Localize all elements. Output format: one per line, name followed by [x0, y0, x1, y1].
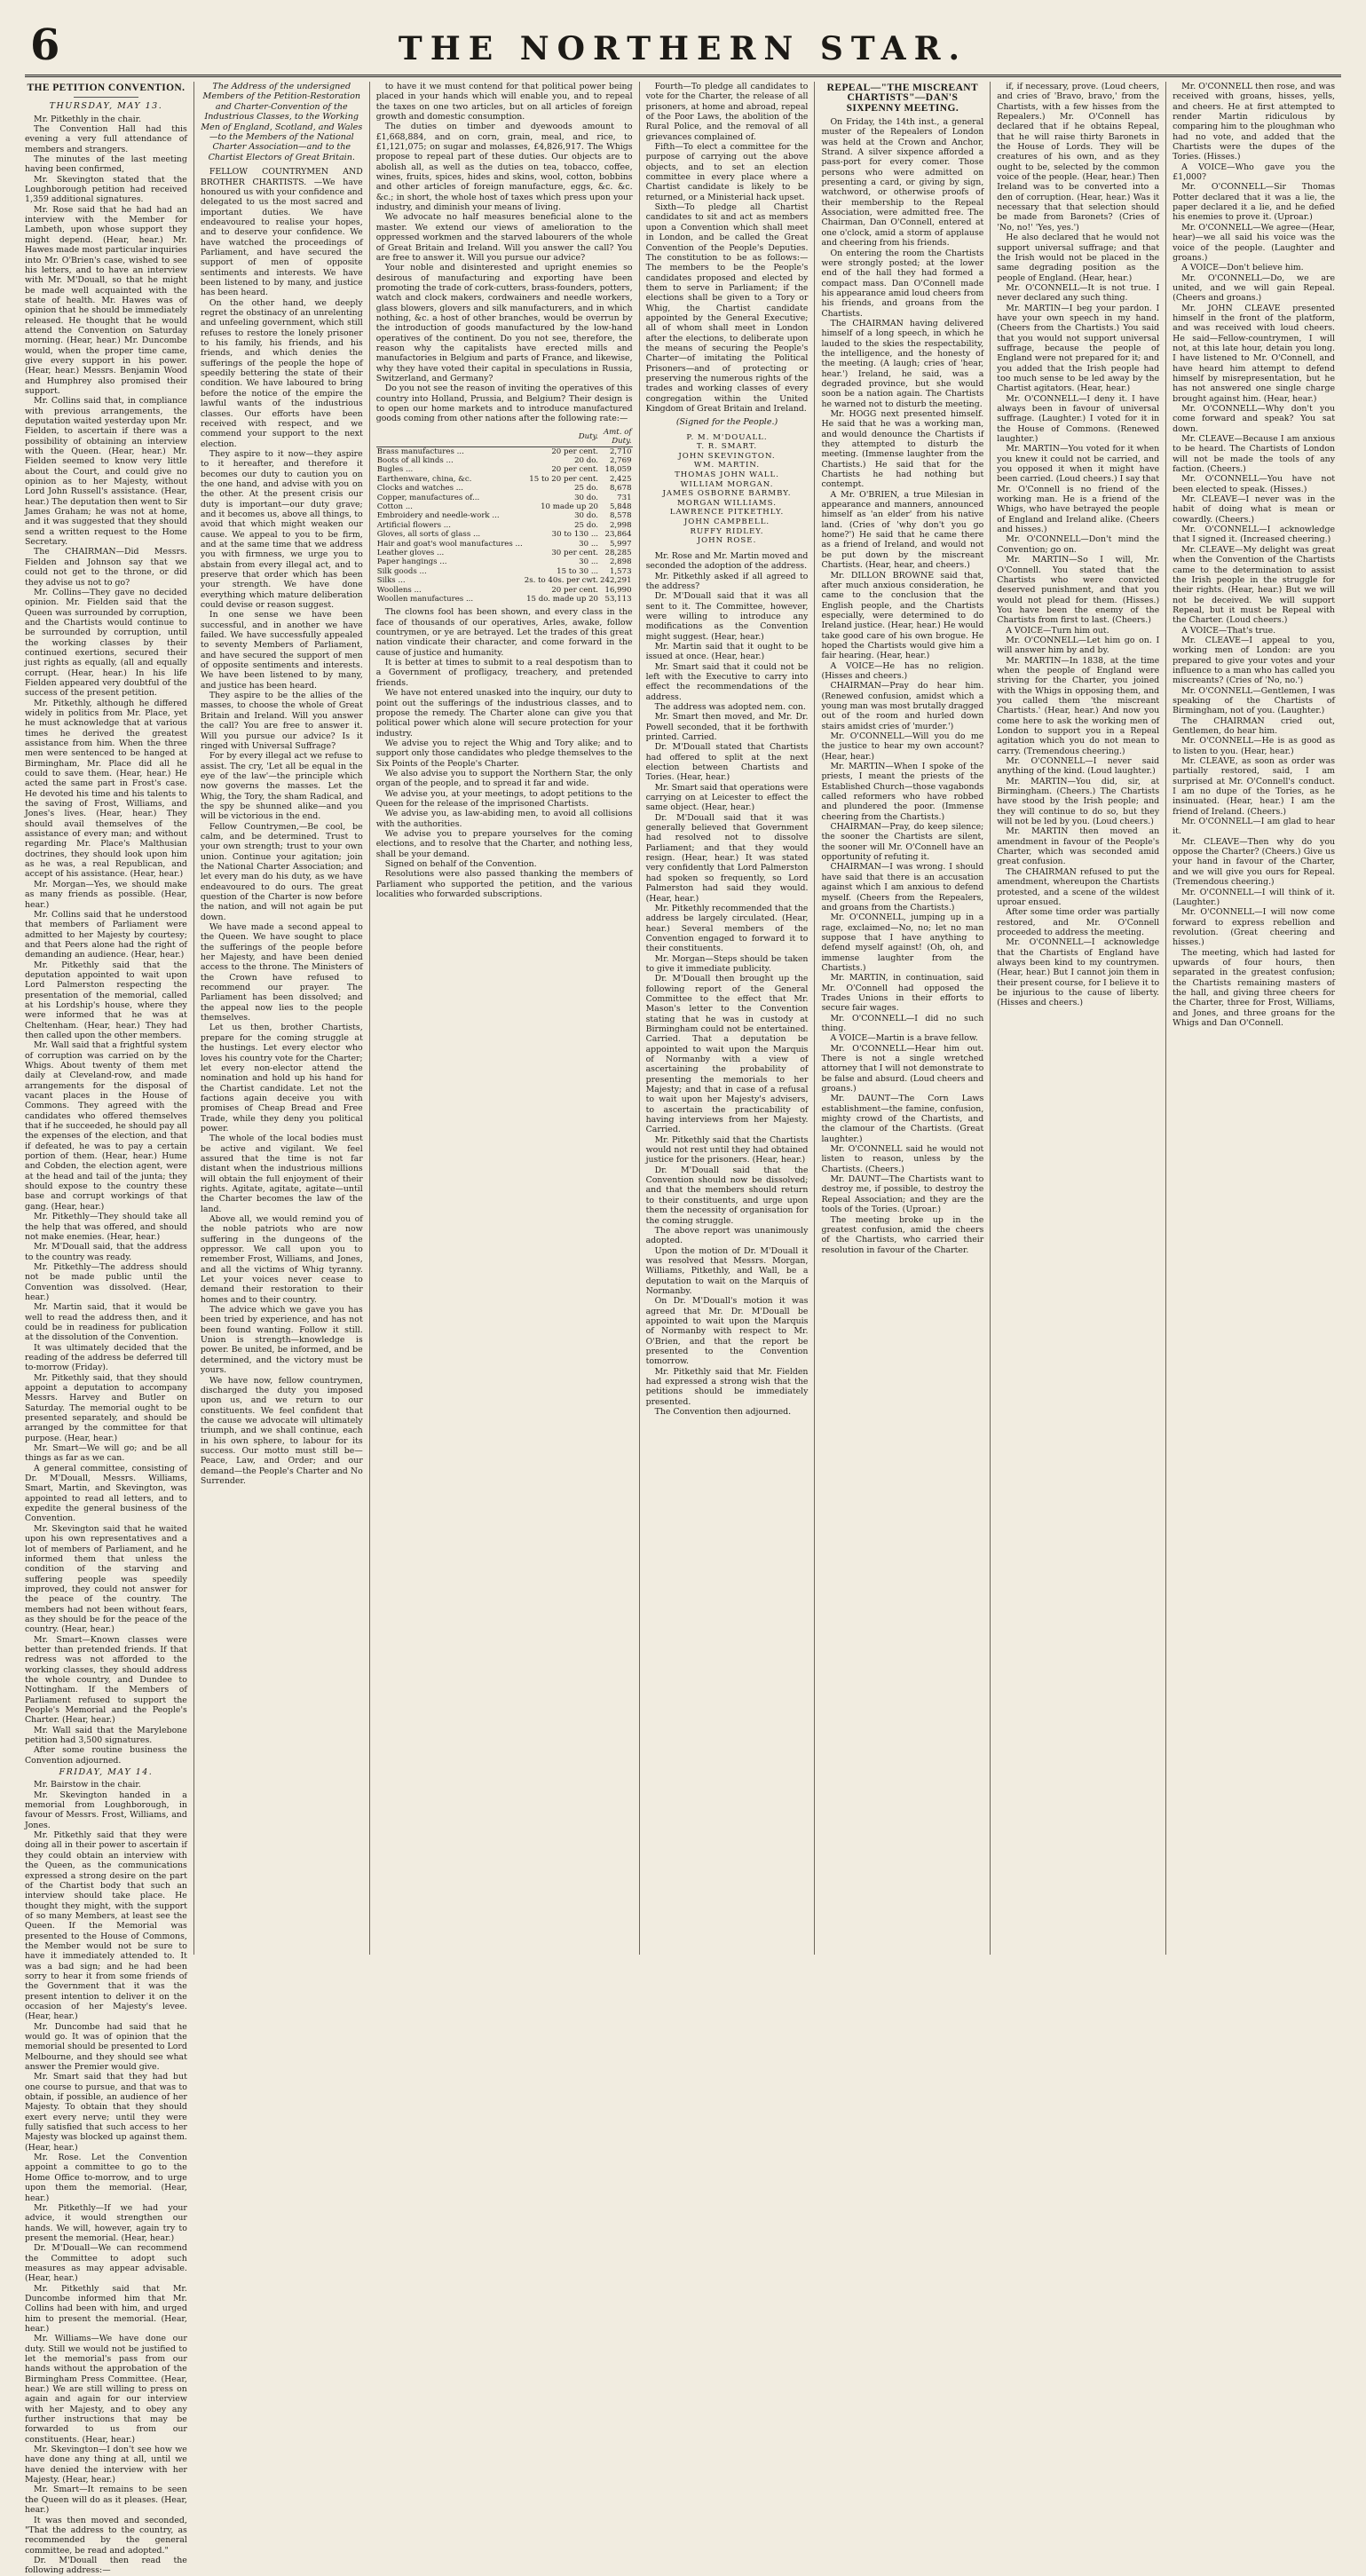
table-row: [376, 530, 633, 539]
paragraph: Mr. Skevington said that he waited upon his own representatives and a lot of members of Parliament, and he informed them that unless the condition of the starving and suffering people was speedily improved, they could not answer for the peace of the country. The members had not been without fears, as they should be for the peace of the country. (Hear, hear.): [25, 1523, 187, 1635]
table-cell: Leather gloves ...: [376, 548, 445, 557]
paragraph: We have made a second appeal to the Queen. We have sought to place the sufferings of the people before her Majesty, and have been denied access to the throne. The Ministers of the Crown have refused to recommend our prayer. The Parliament has been dissolved; and the appeal now lies to the people themselves.: [200, 922, 363, 1023]
paragraph: FELLOW COUNTRYMEN AND BROTHER CHARTISTS. —We have honoured us with your confidence and delegated to us the most sacred and important duties. We have endeavoured to realise your hopes, and to deserve your confidence. We have watched the proceedings of Parliament, and have secured the support of men of opposite sentiments and interests. We have been listened to by many, and justice has been heard.: [200, 167, 363, 298]
paragraph: Mr. O'CONNELL—I am glad to hear it.: [1173, 817, 1336, 837]
paragraph: The address was adopted nem. con.: [654, 701, 806, 712]
paragraph: Mr. Pitkethly said, that they should appoint a deputation to accompany Messrs. Harvey and Butler on Saturday. The memorial ought to be presented separately, and should be arranged by the committee for that purpose. (Hear, hear.): [25, 1372, 187, 1443]
paragraph: A VOICE—Martin is a brave fellow.: [830, 1033, 978, 1044]
paragraph: A Mr. O'BRIEN, a true Milesian in appearance and manners, announced himself as 'an elder' from his native land. (Cries of 'why don't you go home?') He said that he came there as a friend of Ireland, and would not be put down by the miscreant Chartists. (Hear, hear, and cheers.): [821, 489, 984, 571]
newspaper-columns: [25, 82, 1341, 2576]
signature: JOHN SKEVINGTON.: [678, 451, 776, 461]
table-cell: Woollens ...: [376, 585, 422, 595]
paragraph: Mr. MARTIN then moved an amendment in favour of the People's Charter, which was seconded amid great confusion.: [997, 826, 1160, 867]
table-cell: Gloves, all sorts of glass ...: [376, 530, 481, 540]
table-row: [376, 540, 633, 549]
paragraph: Mr. O'CONNELL—We agree—(Hear, hear)—we all said his voice was the voice of the people. (Laughter and groans.): [1173, 222, 1336, 263]
table-row: [376, 502, 633, 511]
table-cell: 5,848: [609, 502, 632, 511]
paragraph: Mr. Rose said that he had had an interview with the Member for Lambeth, upon whose support they might depend. (Hear, hear.) Mr. Hawes made most particular inquiries into Mr. O'Brien's case, wished to see his letters, and to have an interview with Mr. M'Douall, so that he might be made well acquainted with the state of health. Mr. Hawes was of opinion that he should be immediately released. He thought that he would attend the Convention on Saturday morning. (Hear, hear.) Mr. Duncombe would, when the proper time came, give every support in his power. (Hear, hear.) Messrs. Benjamin Wood and Humphrey also promised their support.: [25, 204, 187, 396]
signature-list: [646, 433, 809, 546]
paragraph: Mr. O'CONNELL—He is as good as to listen to you. (Hear, hear.): [1173, 736, 1336, 756]
paragraph: After some routine business the Convention adjourned.: [25, 1745, 187, 1766]
table-row: [376, 475, 633, 484]
table-cell: Brass manufactures ...: [376, 446, 464, 456]
table-row: [376, 567, 633, 576]
paragraph: Mr. DILLON BROWNE said that, after much anxious consideration, he came to the conclusion that the English people, and the Chartists especially, were determined to do Ireland justice. (Hear, hear.) He would take good care of his own brogue. He hoped the Chartists would give him a fair hearing. (Hear, hear.): [821, 570, 984, 661]
paragraph: Mr. O'CONNELL—I never said anything of the kind. (Loud laughter.): [997, 756, 1160, 777]
paragraph: For by every illegal act we refuse to assist. The cry, 'Let all be equal in the eye of the law'—the principle which now governs the masses. Let the Whig, the Tory, the sham Radical, and the spy be shunned alike—and you will be victorious in the end.: [200, 751, 363, 822]
table-row: [376, 484, 633, 493]
paragraph: Resolutions were also passed thanking the members of Parliament who supported the petition, and the various localities who forwarded subscriptions.: [375, 869, 633, 900]
paragraph: Mr. O'CONNELL—Gentlemen, I was speaking of the Chartists of Birmingham, not of you. (Laughter.): [1173, 685, 1336, 716]
table-row: [376, 521, 633, 530]
paragraph: On Dr. M'Douall's motion it was agreed that Mr. Dr. M'Douall be appointed to wait upon the Marquis of Normanby with respect to Mr. O'Brien, and that the report be presented to the Convention tomorrow.: [645, 1296, 809, 1367]
paragraph: Mr. Wall said that a frightful system of corruption was carried on by the Whigs. About twenty of them met daily at Cleveland-row, and made arrangements for the disposal of vacant places in the House of Commons. They agreed with the candidates who offered themselves that if he succeeded, he should pay all the expenses of the election, and that if defeated, he was to pay a certain portion of them. (Hear, hear.) Hume and Cobden, the election agent, were at the head and tail of the junta; they should expose to the country these base and corrupt workings of that gang. (Hear, hear.): [25, 1040, 187, 1212]
newspaper-title: THE NORTHERN STAR.: [398, 30, 968, 67]
paragraph: CHAIRMAN—I was wrong. I should have said that there is an accusation against which I am anxious to defend myself. (Cheers from the Repealers, and groans from the Chartists.): [821, 862, 984, 913]
paragraph: A VOICE—Don't believe him.: [1181, 263, 1304, 273]
paragraph: Mr. MARTIN—You voted for it when you knew it could not be carried, and you opposed it when it might have been carried. (Loud cheers.) I say that Mr. O'Connell is no friend of the working man. He is a friend of the Whigs, who have betrayed the people of England and Ireland alike. (Cheers and hisses.): [997, 444, 1160, 535]
paragraph: Mr. Wall said that the Marylebone petition had 3,500 signatures.: [25, 1725, 187, 1746]
paragraph: It was ultimately decided that the reading of the address be deferred till to-morrow (Friday).: [25, 1342, 187, 1373]
paragraph: Mr. CLEAVE—Because I am anxious to be heard. The Chartists of London will not be made the tools of any faction. (Cheers.): [1173, 434, 1336, 475]
paragraph: Mr. Skevington handed in a memorial from Loughborough, in favour of Messrs. Frost, Williams, and Jones.: [25, 1790, 187, 1830]
table-cell: 30 do.: [574, 511, 599, 521]
column-7: [1165, 82, 1341, 1955]
address-title: The Address of the undersigned Members of the Petition-Restoration and Charter-Convention of the Industrious Classes, to the Working Men of England, Scotland, and Wales—to the Members of the National Charter Association—and to the Chartist Electors of Great Britain.: [201, 82, 363, 162]
table-cell: 15 do. made up 20: [526, 595, 599, 604]
table-cell: 16,990: [604, 585, 632, 595]
paragraph: Mr. O'CONNELL—I did no such thing.: [821, 1013, 984, 1033]
paragraph: Dr. M'Douall then read the following address:—: [25, 2555, 187, 2576]
paragraph: Mr. Skevington stated that the Loughborough petition had received 1,359 additional signatures.: [25, 174, 187, 205]
paragraph: Mr. Smart said that it could not be left with the Executive to carry into effect the recommendations of the address.: [645, 661, 809, 702]
column-5: [814, 82, 990, 1955]
paragraph: to have it we must contend for that political power being placed in your hands which will enable you, and to repeal the taxes on one two articles, but on all articles of foreign growth and domestic consumption.: [375, 82, 633, 122]
table-row: [376, 586, 633, 595]
table-cell: 5,997: [609, 539, 632, 549]
paragraph: A VOICE—Turn him out.: [1006, 625, 1109, 636]
table-cell: Silks ...: [376, 576, 406, 586]
paragraph: Mr. CLEAVE—My delight was great when the Convention of the Chartists came to the determination to assist the Irish people in the struggle for their rights. (Hear, hear.) But we will not be deceived. We will support Repeal, but it must be Repeal with the Charter. (Loud cheers.): [1173, 544, 1336, 626]
paragraph: We advocate no half measures beneficial alone to the master. We extend our views of amelioration to the oppressed workmen and the starved labourers of the whole of Great Britain and Ireland. Will you answer the call? You are free to answer it. Will you pursue our advice?: [375, 212, 633, 263]
paragraph: On entering the room the Chartists were strongly posted; at the lower end of the hall they had formed a compact mass. Dan O'Connell made his appearance amid loud cheers from his friends, and groans from the Chartists.: [821, 248, 984, 319]
signature: T. R. SMART.: [696, 442, 758, 452]
paragraph: On Friday, the 14th inst., a general muster of the Repealers of London was held at the Crown and Anchor, Strand. A silver sixpence afforded a pass-port for every comer. Those persons who were admitted on presenting a card, or giving by sign, watchword, or otherwise proofs of their membership to the Repeal Association, were admitted free. The Chairman, Dan O'Connell, entered at one o'clock, amid a storm of applause and cheering from his friends.: [821, 117, 984, 249]
column-1: [25, 82, 193, 2576]
signature: THOMAS JOHN WALL.: [675, 470, 779, 480]
column-3: [369, 82, 639, 1955]
table-cell: 30 ...: [579, 539, 599, 549]
paragraph: Mr. Pitkethly recommended that the address be largely circulated. (Hear, hear.) Several members of the Convention engaged to forward it to their constituents.: [645, 903, 809, 954]
paragraph: The advice which we gave you has been tried by experience, and has not been found wanting. Follow it still. Union is strength—knowledge is power. Be united, be informed, and be determined, and the victory must be yours.: [200, 1305, 363, 1376]
table-cell: 28,285: [604, 548, 632, 557]
table-row: [376, 494, 633, 502]
table-cell: Silk goods ...: [376, 566, 427, 576]
paragraph: Mr. Pitkethly—The address should not be made public until the Convention was dissolved. (Hear, hear.): [25, 1261, 187, 1302]
table-cell: 1,573: [609, 566, 632, 576]
paragraph: Do you not see the reason of inviting the operatives of this country into Holland, Prussia, and Belgium? Their design is to open our home markets and to introduce manufactured goods coming from other nations after the following rate:—: [375, 383, 633, 424]
table-cell: Embroidery and needle-work ...: [376, 511, 500, 521]
paragraph: Mr. O'CONNELL—I acknowledge that the Chartists of England have always been kind to my countrymen. (Hear, hear.) But I cannot join them in their present course, for I believe it to be injurious to the cause of liberty. (Hisses and cheers.): [997, 937, 1160, 1008]
table-cell: Woollen manufactures ...: [376, 595, 474, 604]
signature: JOHN ROSE.: [697, 536, 757, 546]
paragraph: Mr. O'CONNELL, jumping up in a rage, exclaimed—No, no; let no man suppose that I have anything to defend myself against! (Oh, oh, and immense laughter from the Chartists.): [821, 913, 984, 973]
date-heading: FRIDAY, MAY 14.: [59, 1767, 154, 1778]
paragraph: Dr. M'Douall then brought up the following report of the General Committee to the effect that Mr. Mason's letter to the Convention stating that he was in custody at Birmingham could not be entertained. Carried. That a deputation be appointed to wait upon the Marquis of Normanby with a view of ascertaining the probability of presenting the memorials to her Majesty; and that in case of a refusal to wait upon her Majesty's advisers, to ascertain the practicability of having interviews from her Majesty. Carried.: [645, 974, 809, 1135]
paragraph: if, if necessary, prove. (Loud cheers, and cries of 'Bravo, bravo,' from the Chartists, with a few hisses from the Repealers.) Mr. O'Connell has declared that if he obtains Repeal, that he will raise thirty Baronets in the House of Lords. They will be creatures of his own, and as they ought to be, selected by the common voice of the people. (Hear, hear.) Then Ireland was to be converted into a den of corruption. (Hear, hear.) Was it necessary that that selection should be made from Baronets? (Cries of 'No, no!' 'Yes, yes.'): [997, 82, 1160, 233]
paragraph: Mr. O'CONNELL—I deny it. I have always been in favour of universal suffrage. (Laughter.) I voted for it in the House of Commons. (Renewed laughter.): [997, 393, 1160, 445]
table-cell: 731: [617, 493, 632, 502]
paragraph: Fellow Countrymen,—Be cool, be calm, and be determined. Trust to your own strength; trust to your own union. Continue your agitation; join the National Charter Association; and let every man do his duty, as we have endeavoured to do ours. The great question of the Charter is now before the nation, and will not again be put down.: [200, 821, 363, 922]
table-cell: 20 do.: [574, 455, 599, 465]
table-cell: 20 per cent.: [551, 465, 599, 475]
paragraph: Mr. O'CONNELL then rose, and was received with groans, hisses, yells, and cheers. He at first attempted to render Martin ridiculous by comparing him to the ploughman who had no vote, and added that the Chartists were the dupes of the Tories. (Hisses.): [1173, 82, 1336, 162]
paragraph: Mr. MARTIN—In 1838, at the time when the people of England were striving for the Charter, you joined with the Whigs in opposing them, and you called them 'the miscreant Chartists.' (Hear, hear.) And now you come here to ask the working men of London to support you in a Repeal agitation which you do not mean to carry. (Tremendous cheering.): [997, 655, 1160, 756]
paragraph: Mr. O'CONNELL—I will now come forward to express rebellion and revolution. (Great cheering and hisses.): [1173, 907, 1336, 948]
table-row: [376, 549, 633, 557]
signature: WM. MARTIN.: [693, 461, 761, 470]
article-heading-repeal: REPEAL—"THE MISCREANT CHARTISTS"—DAN'S SIXPENNY MEETING.: [826, 83, 979, 114]
paragraph: Dr. M'Douall said that the Convention should now be dissolved; and that the members should return to their constituents, and urge upon them the necessity of organisation for the coming struggle.: [645, 1165, 809, 1226]
page-number: 6: [30, 20, 60, 70]
table-header-cell: Amt. of Duty.: [599, 428, 633, 446]
paragraph: In one sense we have been successful, and in another we have failed. We have successfully appealed to seventy Members of Parliament, and have secured the support of men of opposite sentiments and interests. We have been listened to by many, and justice has been heard.: [200, 610, 363, 691]
paragraph: Mr. Pitkethly—If we had your advice, it would strengthen our hands. We will, however, again try to present the memorial. (Hear, hear.): [25, 2202, 187, 2243]
paragraph: Mr. Williams—We have done our duty. Still we would not be justified to let the memorial's pass from our hands without the approbation of the Birmingham Press Committee. (Hear, hear.) We are still willing to press on again and again for our interview with her Majesty, and to obey any further instructions that may be forwarded to us from our constituents. (Hear, hear.): [25, 2334, 187, 2445]
paragraph: Mr. MARTIN—I beg your pardon. I have your own speech in my hand. (Cheers from the Chartists.) You said that you would not support universal suffrage, because the people of England were not prepared for it; and you added that the Irish people had too much sense to be led away by the Chartist agitators. (Hear, hear.): [997, 303, 1160, 394]
table-cell: 23,864: [604, 530, 632, 540]
signature: P. M. M'DOUALL.: [686, 432, 768, 442]
table-cell: 30 to 130 ...: [551, 530, 599, 540]
article-heading-petition-convention: THE PETITION CONVENTION.: [27, 83, 186, 93]
paragraph: Your noble and disinterested and upright enemies so desirous of manufacturing and exporting have been promoting the trade of cork-cutters, brass-founders, potters, watch and clock makers, cordwainers and needle workers, glass blowers, glovers and silk manufacturers, and in which nothing, &c. a host of other branches, would be overrun by the introduction of goods manufactured by the low-hand operatives of the continent. Do you not see, therefore, the reason why the capitalists have erected mills and manufactories in Belgium and parts of France, and likewise, why they have voted their capital in speculations in Russia, Switzerland, and Germany?: [375, 263, 633, 383]
paragraph: The duties on timber and dyewoods amount to £1,668,884, and on corn, grain, meal, and rice, to £1,121,075; on sugar and molasses, £4,826,917. The Whigs propose to repeal part of these duties. Our objects are to abolish all, as well as the duties on tea, tobacco, coffee, wines, fruits, spices, hides and skins, wool, cotton, bobbins and other articles of foreign manufacture, eggs, &c. &c. &c.; in short, the whole host of taxes which press upon your industry, and diminish your means of living.: [375, 122, 633, 213]
paragraph: We advise you to reject the Whig and Tory alike; and to support only those candidates who pledge themselves to the Six Points of the People's Charter.: [375, 738, 633, 769]
paragraph: A VOICE—He has no religion. (Hisses and cheers.): [821, 660, 984, 681]
paragraph: Mr. O'CONNELL—Sir Thomas Potter declared that it was a lie, the paper declared it a lie, and he defied his enemies to prove it. (Uproar.): [1173, 182, 1336, 223]
table-cell: Hair and goat's wool manufactures ...: [376, 539, 523, 549]
paragraph: They aspire to be the allies of the masses, to choose the whole of Great Britain and Ireland. Will you answer the call? You are free to answer it. Will you pursue our advice? Is it ringed with Universal Suffrage?: [200, 691, 363, 751]
table-cell: 10 made up 20: [541, 502, 599, 511]
table-cell: Paper hangings ...: [376, 557, 447, 567]
paragraph: Mr. DAUNT—The Corn Laws establishment—the famine, confusion, mighty crowd of the Chartists, and the clamour of the Chartists. (Great laughter.): [821, 1094, 984, 1144]
paragraph: Mr. Rose and Mr. Martin moved and seconded the adoption of the address.: [645, 550, 809, 572]
paragraph: Mr. Bairstow in the chair.: [34, 1780, 141, 1790]
paragraph: The Convention then adjourned.: [654, 1407, 792, 1418]
paragraph: Mr. Pitkethly in the chair.: [34, 114, 142, 124]
table-cell: 18,059: [604, 465, 632, 475]
paragraph: On the other hand, we deeply regret the obstinacy of an unrelenting and unfeeling government, which still refuses to restore the lonely prisoner to his family, his friends, and his friends, and which denies the sufferings of the people the hope of speedily bettering the state of their condition. We have laboured to bring before the notice of the empire the lawful wants of the industrious classes. Our efforts have been received with respect, and we commend your support to the next election.: [200, 297, 363, 449]
paragraph: Mr. CLEAVE, as soon as order was partially restored, said, I am surprised at Mr. O'Connell's conduct. I am no dupe of the Tories, as he insinuated. (Hear, hear.) I am the friend of Ireland. (Cheers.): [1173, 756, 1336, 817]
paragraph: Mr. Pitkethly—They should take all the help that was offered, and should not make enemies. (Hear, hear.): [25, 1212, 187, 1242]
paragraph: Mr. Duncombe had said that he would go. It was of opinion that the memorial should be presented to Lord Melbourne, and they should see what answer the Premier would give.: [25, 2021, 187, 2073]
paragraph: A VOICE—That's true.: [1181, 625, 1276, 636]
table-cell: 25 do.: [574, 484, 599, 494]
table-cell: Bugles ...: [376, 465, 414, 475]
paragraph: Dr. M'Douall—We can recommend the Committee to adopt such measures as may appear advisable. (Hear, hear.): [25, 2243, 187, 2284]
paragraph: Mr. JOHN CLEAVE presented himself in the front of the platform, and was received with loud cheers. He said—Fellow-countrymen, I will not, at this late hour, detain you long. I have listened to Mr. O'Connell, and have heard him attempt to defend himself by misrepresentation, but he has not answered one single charge brought against him. (Hear, hear.): [1173, 303, 1336, 404]
table-row: [376, 465, 633, 474]
paragraph: Mr. O'CONNELL—Will you do me the justice to hear my own account? (Hear, hear.): [821, 731, 984, 762]
signature: JAMES OSBORNE BARMBY.: [662, 489, 792, 499]
paragraph: Mr. O'CONNELL—Do, we are united, and we will gain Repeal. (Cheers and groans.): [1173, 273, 1336, 304]
paragraph: The whole of the local bodies must be active and vigilant. We feel assured that the time is not far distant when the industrious millions will obtain the full enjoyment of their rights. Agitate, agitate, agitate—until the Charter becomes the law of the land.: [200, 1134, 363, 1214]
paragraph: Mr. O'CONNELL—Don't mind the Convention; go on.: [997, 534, 1160, 555]
table-header-cell: Duty.: [524, 428, 599, 446]
paragraph: Mr. Smart—It remains to be seen the Queen will do as it pleases. (Hear, hear.): [25, 2485, 187, 2516]
paragraph: Mr. MARTIN—When I spoke of the priests, I meant the priests of the Established Church—those vagabonds called reformers who have robbed and plundered the poor. (Immense cheering from the Chartists.): [821, 762, 984, 822]
table-row: [376, 456, 633, 465]
paragraph: Mr. Collins—They gave no decided opinion. Mr. Fielden said that the Queen was surrounded by corruption, and the Chartists would continue to be surrounded by corruption, until the working classes by their continued exertions, secured their just rights as equally, (all and equally corrupt. (Hear, hear.) In his life Fielden appeared very doubtful of the success of the present petition.: [25, 587, 187, 699]
paragraph: The CHAIRMAN cried out, Gentlemen, do hear him.: [1173, 715, 1336, 736]
paragraph: Above all, we would remind you of the noble patriots who are now suffering in the dungeons of the oppressor. We call upon you to remember Frost, Williams, and Jones, and all the victims of Whig tyranny. Let your voices never cease to demand their restoration to their homes and to their country.: [200, 1214, 363, 1305]
paragraph: They aspire to it now—they aspire to it hereafter, and therefore it becomes our duty to caution you on the one hand, and advise with you on the other. At the present crisis our duty is important—our duty grave; and it becomes us, above all things, to avoid that which might weaken our cause. We appeal to you to be firm, and at the same time that we address you with firmness, we urge you to abstain from every illegal act, and to preserve that order which has been your strength. We have done everything which mature deliberation could devise or reason suggest.: [200, 448, 363, 611]
paragraph: Signed on behalf of the Convention.: [384, 859, 537, 869]
paragraph: We have not entered unasked into the inquiry, our duty to point out the sufferings of the industrious classes, and to propose the remedy. The Charter alone can give you that political power which alone will secure protection for your industry.: [375, 688, 633, 739]
table-cell: Copper, manufactures of...: [376, 493, 480, 502]
paragraph: Mr. Pitkethly said that they were doing all in their power to ascertain if they could obtain an interview with the Queen, as the communications expressed a strong desire on the part of the Chartist body that such an interview should take place. He thought they might, with the support of so many Members, at least see the Queen. If the Memorial was presented to the House of Commons, the Member would not be sure to have it immediately attended to. It was a bad sign; and he had been sorry to hear it from some friends of the Government that it was the present intention to deliver it on the occasion of her Majesty's levee. (Hear, hear.): [25, 1830, 187, 2022]
table-cell: 2,769: [609, 455, 632, 465]
paragraph: A VOICE—Who gave you the £1,000?: [1173, 162, 1336, 183]
paragraph: The Convention Hall had this evening a very full attendance of members and strangers.: [25, 124, 187, 154]
table-cell: Boots of all kinds ...: [376, 455, 454, 465]
paragraph: Mr. Pitkethly asked if all agreed to the address?: [645, 571, 809, 591]
paragraph: Mr. Pitkethly said that Mr. Duncombe informed him that Mr. Collins had been with him, and urged him to present the memorial. (Hear, hear.): [25, 2283, 187, 2334]
table-cell: 2s. to 40s. per cwt.: [524, 576, 599, 586]
paragraph: The clowns fool has been shown, and every class in the face of thousands of our operatives, Arles, awake, follow countrymen, or ye are betrayed. Let the trades of this great nation vindicate their character, and come forward in the cause of justice and humanity.: [375, 607, 633, 658]
table-row: [376, 576, 633, 585]
paragraph: Mr. O'CONNELL—It is not true. I never declared any such thing.: [997, 282, 1160, 304]
table-cell: 20 per cent.: [551, 585, 599, 595]
paragraph: Dr. M'Douall said that it was generally believed that Government had resolved not to dissolve Parliament; and that they would resign. (Hear, hear.) It was stated very confidently that Lord Palmerston had spoken so frequently, so Lord Palmerston had said they would. (Hear, hear.): [645, 812, 809, 904]
signature: MORGAN WILLIAMS.: [677, 498, 777, 508]
masthead: [25, 16, 1341, 77]
table-header-cell: [376, 428, 524, 446]
paragraph: Fifth—To elect a committee for the purpose of carrying out the above objects, and to set an election committee in every place where a Chartist candidate is likely to be returned, or a Ministerial hack upset.: [645, 142, 809, 202]
paragraph: Dr. M'Douall said that it was all sent to it. The Committee, however, were willing to introduce any modifications as the Convention might suggest. (Hear, hear.): [645, 591, 809, 642]
paragraph: Mr. MARTIN—So I will, Mr. O'Connell. You stated that the Chartists who were convicted deserved punishment, and that you would not plead for them. (Hisses.) You have been the enemy of the Chartists from first to last. (Cheers.): [997, 555, 1160, 626]
paragraph: The meeting broke up in the greatest confusion, amid the cheers of the Chartists, who carried their resolution in favour of the Charter.: [821, 1214, 984, 1255]
paragraph: Mr. Rose. Let the Convention appoint a committee to go to the Home Office to-morrow, and to urge upon them the memorial. (Hear, hear.): [25, 2153, 187, 2203]
paragraph: Mr. M'Douall said, that the address to the country was ready.: [25, 1242, 187, 1262]
paragraph: Mr. MARTIN, in continuation, said Mr. O'Connell had opposed the Trades Unions in their efforts to secure fair wages.: [821, 973, 984, 1014]
table-cell: 30 do.: [574, 493, 599, 502]
column-2: [193, 82, 369, 1955]
table-cell: 8,578: [609, 511, 632, 521]
paragraph: The CHAIRMAN having delivered himself of a long speech, in which he lauded to the skies the respectability, the intelligence, and the honesty of the meeting. (A laugh; cries of 'hear, hear.') Ireland, he said, was a degraded province, but she would soon be a nation again. The Chartists he warned not to disturb the meeting.: [821, 318, 984, 409]
paragraph: Mr. Skevington—I don't see how we have done any thing at all, until we have denied the interview with her Majesty. (Hear, hear.): [25, 2445, 187, 2485]
paragraph: Mr. Pitkethly said that Mr. Fielden had expressed a strong wish that the petitions should be immediately presented.: [645, 1366, 809, 1407]
table-row: [376, 557, 633, 566]
table-row: [376, 446, 633, 456]
paragraph: Mr. O'CONNELL—I will think of it. (Laughter.): [1173, 887, 1336, 907]
paragraph: Dr. M'Douall stated that Chartists had offered to split at the next election between Chartists and Tories. (Hear, hear.): [645, 742, 809, 783]
paragraph: A general committee, consisting of Dr. M'Douall, Messrs. Williams, Smart, Martin, and Skevington, was appointed to read all letters, and to expedite the general business of the Convention.: [25, 1463, 187, 1524]
paragraph: Mr. MARTIN—You did, sir, at Birmingham. (Cheers.) The Chartists have stood by the Irish people; and they will continue to do so, but they will not be led by you. (Loud cheers.): [997, 776, 1160, 827]
table-row: [376, 595, 633, 604]
table-cell: 30 per cent.: [551, 548, 599, 557]
paragraph: Mr. Smart—Known classes were better than pretended friends. If that redress was not afforded to the working classes, they should address the whole country, and Dundee to Nottingham. If the Members of Parliament refused to support the People's Memorial and the People's Charter. (Hear, hear.): [25, 1634, 187, 1726]
paragraph: Mr. DAUNT—The Chartists want to destroy me, if possible, to destroy the Repeal Association; and they are the tools of the Tories. (Uproar.): [821, 1174, 984, 1215]
table-cell: 2,898: [609, 557, 632, 567]
paragraph: Mr. O'CONNELL—Why don't you come forward and speak? You sat down.: [1173, 404, 1336, 434]
paragraph: Mr. CLEAVE—Then why do you oppose the Charter? (Cheers.) Give us your hand in favour of the Charter, and we will give you ours for Repeal. (Tremendous cheering.): [1173, 836, 1336, 888]
table-cell: 30 ...: [579, 557, 599, 567]
paragraph: CHAIRMAN—Pray do hear him. (Renewed confusion, amidst which a young man was most brutally dragged out of the room and hurled down stairs amidst cries of 'murder.'): [821, 681, 984, 731]
paragraph: Mr. CLEAVE—I never was in the habit of doing what is mean or cowardly. (Cheers.): [1173, 494, 1336, 525]
paragraph: Mr. CLEAVE—I appeal to you, working men of London: are you prepared to give your votes and your influence to a man who has called you miscreants? (Cries of 'No, no.'): [1173, 635, 1336, 686]
paragraph: Sixth—To pledge all Chartist candidates to sit and act as members upon a Convention which shall meet in London, and be called the Great Convention of the People's Deputies. The constitution to be as follows:—The members to be the People's candidates proposed and elected by them to serve in Parliament; if the elections shall be given to a Tory or Whig, the Chartist candidate appointed by the General Executive; all of whom shall meet in London after the elections, to deliberate upon the means of securing the People's Charter—of imitating the Political Prisoners—and of protecting or preserving the numerous rights of the trades and working classes of every congregation within the United Kingdom of Great Britain and Ireland.: [645, 202, 809, 414]
divider: [74, 97, 138, 98]
paragraph: Mr. Pitkethly said that the deputation appointed to wait upon Lord Palmerston respecting the presentation of the memorial, called at his Lordship's house, where they were informed that he was at Cheltenham. (Hear, hear.) They had then called upon the other members.: [25, 960, 187, 1040]
paragraph: Mr. Pitkethly, although he differed widely in politics from Mr. Place, yet he must acknowledge that at various times he derived the greatest assistance from him. When the three men were sentenced to be hanged at Birmingham, Mr. Place did all he could to save them. (Hear, hear.) He acted the same part in Frost's case. He devoted his time and his talents to the saving of Frost, Williams, and Jones's lives. (Hear, hear.) They should avail themselves of the assistance of every man; and without regarding Mr. Place's Malthusian doctrines, they should look upon him as he was, a real Republican, and accept of his assistance. (Hear, hear.): [25, 698, 187, 880]
paragraph: Let us then, brother Chartists, prepare for the coming struggle at the hustings. Let every elector who loves his country vote for the Charter; let every non-elector attend the nomination and hold up his hand for the Chartist candidate. Let not the factions again deceive you with promises of Cheap Bread and Free Trade, while they deny you political power.: [200, 1023, 363, 1134]
paragraph: Mr. O'CONNELL—Let him go on. I will answer him by and by.: [997, 635, 1160, 656]
paragraph: Mr. Smart then moved, and Mr. Dr. Powell seconded, that it be forthwith printed. Carried.: [645, 712, 809, 742]
paragraph: We also advise you to support the Northern Star, the only organ of the people, and to spread it far and wide.: [375, 768, 633, 789]
table-cell: 2,998: [609, 520, 632, 530]
paragraph: Mr. Morgan—Yes, we should make as many friends as possible. (Hear, hear.): [25, 879, 187, 910]
signature: RUFFY RIDLEY.: [690, 526, 764, 536]
paragraph: Mr. Smart—We will go; and be all things as far as we can.: [25, 1443, 187, 1464]
paragraph: After some time order was partially restored, and Mr. O'Connell proceeded to address the meeting.: [997, 907, 1160, 937]
paragraph: The above report was unanimously adopted.: [645, 1225, 809, 1246]
paragraph: Mr. O'CONNELL—Hear him out. There is not a single wretched attorney that I will not demonstrate to be false and absurd. (Loud cheers and groans.): [821, 1043, 984, 1094]
table-cell: 15 to 20 per cent.: [529, 474, 599, 484]
table-cell: Artificial flowers ...: [376, 520, 451, 530]
paragraph: The meeting, which had lasted for upwards of four hours, then separated in the greatest confusion; the Chartists remaining masters of the hall, and giving three cheers for the Charter, three for Frost, Williams, and Jones, and three groans for the Whigs and Dan O'Connell.: [1173, 947, 1336, 1028]
paragraph: We have now, fellow countrymen, discharged the duty you imposed upon us, and we return to our constituents. We feel confident that the cause we advocate will ultimately triumph, and we shall continue, each in his own sphere, to labour for its success. Our motto must still be—Peace, Law, and Order; and our demand—the People's Charter and No Surrender.: [200, 1375, 363, 1486]
paragraph: It is better at times to submit to a real despotism than to a Government of profligacy, treachery, and pretended friends.: [375, 658, 633, 688]
paragraph: Mr. Collins said that, in compliance with previous arrangements, the deputation waited yesterday upon Mr. Fielden, to ascertain if there was a possibility of obtaining an interview with the Queen. (Hear, hear.) Mr. Fielden seemed to know very little about the Court, and could give no opinion as to her Majesty, without Lord John Russell's assistance. (Hear, hear.) The deputation then went to Sir James Graham; he was not at home, and it was suggested that they should send a written request to the Home Secretary.: [25, 396, 187, 548]
column-4: [639, 82, 815, 1955]
signature: LAWRENCE PITKETHLY.: [669, 508, 785, 518]
table-cell: 25 do.: [574, 520, 599, 530]
paragraph: The CHAIRMAN refused to put the amendment, whereupon the Chartists protested, and a scene of the wildest uproar ensued.: [997, 866, 1160, 907]
date-heading: THURSDAY, MAY 13.: [49, 101, 163, 112]
table-cell: 2,425: [609, 474, 632, 484]
table-row: [376, 511, 633, 520]
paragraph: Upon the motion of Dr. M'Douall it was resolved that Messrs. Morgan, Williams, Pitkethly, and Wall, be a deputation to wait on the Marquis of Normanby.: [645, 1245, 809, 1296]
duty-table: [376, 428, 633, 604]
table-cell: Earthenware, china, &c.: [376, 474, 472, 484]
paragraph: Mr. Collins said that he understood that members of Parliament were admitted to her Majesty by courtesy; and that Peers alone had the right of demanding an audience. (Hear, hear.): [25, 909, 187, 960]
paragraph: Mr. O'CONNELL—I acknowledge that I signed it. (Increased cheering.): [1173, 525, 1336, 545]
table-cell: 242,291: [600, 576, 632, 586]
paragraph: Mr. Smart said that operations were carrying on at Leicester to effect the same object. (Hear, hear.): [645, 782, 809, 813]
table-cell: 2,710: [609, 446, 632, 456]
paragraph: Mr. O'CONNELL said he would not listen to reason, unless by the Chartists. (Cheers.): [821, 1144, 984, 1174]
paragraph: We advise you, at your meetings, to adopt petitions to the Queen for the release of the imprisoned Chartists.: [375, 788, 633, 809]
paragraph: He also declared that he would not support universal suffrage; and that the Irish would not be placed in the same degrading position as the people of England. (Hear, hear.): [997, 233, 1160, 283]
signature: JOHN CAMPBELL.: [683, 518, 770, 527]
paragraph: Mr. Martin said that it ought to be issued at once. (Hear, hear.): [645, 641, 809, 662]
table-cell: 15 to 30 ...: [557, 566, 599, 576]
paragraph: The minutes of the last meeting having been confirmed,: [25, 154, 187, 175]
paragraph: Fourth—To pledge all candidates to vote for the Charter, the release of all prisoners, at home and abroad, repeal of the Poor Laws, the abolition of the Rural Police, and the removal of all grievances complained of.: [645, 82, 809, 142]
paragraph: CHAIRMAN—Pray, do keep silence; the sooner the Chartists are silent, the sooner will Mr. O'Connell have an opportunity of refuting it.: [821, 822, 984, 863]
paragraph: The CHAIRMAN—Did Messrs. Fielden and Johnson say that we could not get to the throne, or did they advise us not to go?: [25, 547, 187, 588]
table-cell: Clocks and watches ...: [376, 484, 463, 494]
paragraph: Mr. Martin said, that it would be well to read the address then, and it could be in readiness for publication at the dissolution of the Convention.: [25, 1302, 187, 1343]
paragraph: We advise you to prepare yourselves for the coming elections, and to resolve that the Charter, and nothing less, shall be your demand.: [375, 828, 633, 859]
table-cell: 8,678: [609, 484, 632, 494]
table-cell: Cotton ...: [376, 502, 414, 511]
paragraph: It was then moved and seconded, "That the address to the country, as recommended by the general committee, be read and adopted.": [25, 2515, 187, 2556]
paragraph: Mr. Smart said that they had but one course to pursue, and that was to obtain, if possible, an audience of her Majesty. To obtain that they should exert every nerve; until they were fully satisfied that such access to her Majesty was blocked up against them. (Hear, hear.): [25, 2072, 187, 2153]
signature: WILLIAM MORGAN.: [680, 479, 774, 489]
paragraph: Mr. HOGG next presented himself. He said that he was a working man, and would denounce the Chartists if they attempted to disturb the meeting. (Immense laughter from the Chartists.) He said that for the Chartists he had nothing but contempt.: [821, 409, 984, 490]
column-6: [990, 82, 1165, 1955]
paragraph: Mr. O'CONNELL—You have not been elected to speak. (Hisses.): [1173, 474, 1336, 494]
signatures-caption: (Signed for the People.): [675, 417, 778, 428]
table-cell: 53,113: [604, 595, 632, 604]
paragraph: Mr. Pitkethly said that the Chartists would not rest until they had obtained justice for the prisoners. (Hear, hear.): [645, 1134, 809, 1166]
paragraph: We advise you, as law-abiding men, to avoid all collisions with the authorities.: [375, 809, 633, 829]
paragraph: Mr. Morgan—Steps should be taken to give it immediate publicity.: [645, 953, 809, 974]
table-cell: 20 per cent.: [551, 446, 599, 456]
